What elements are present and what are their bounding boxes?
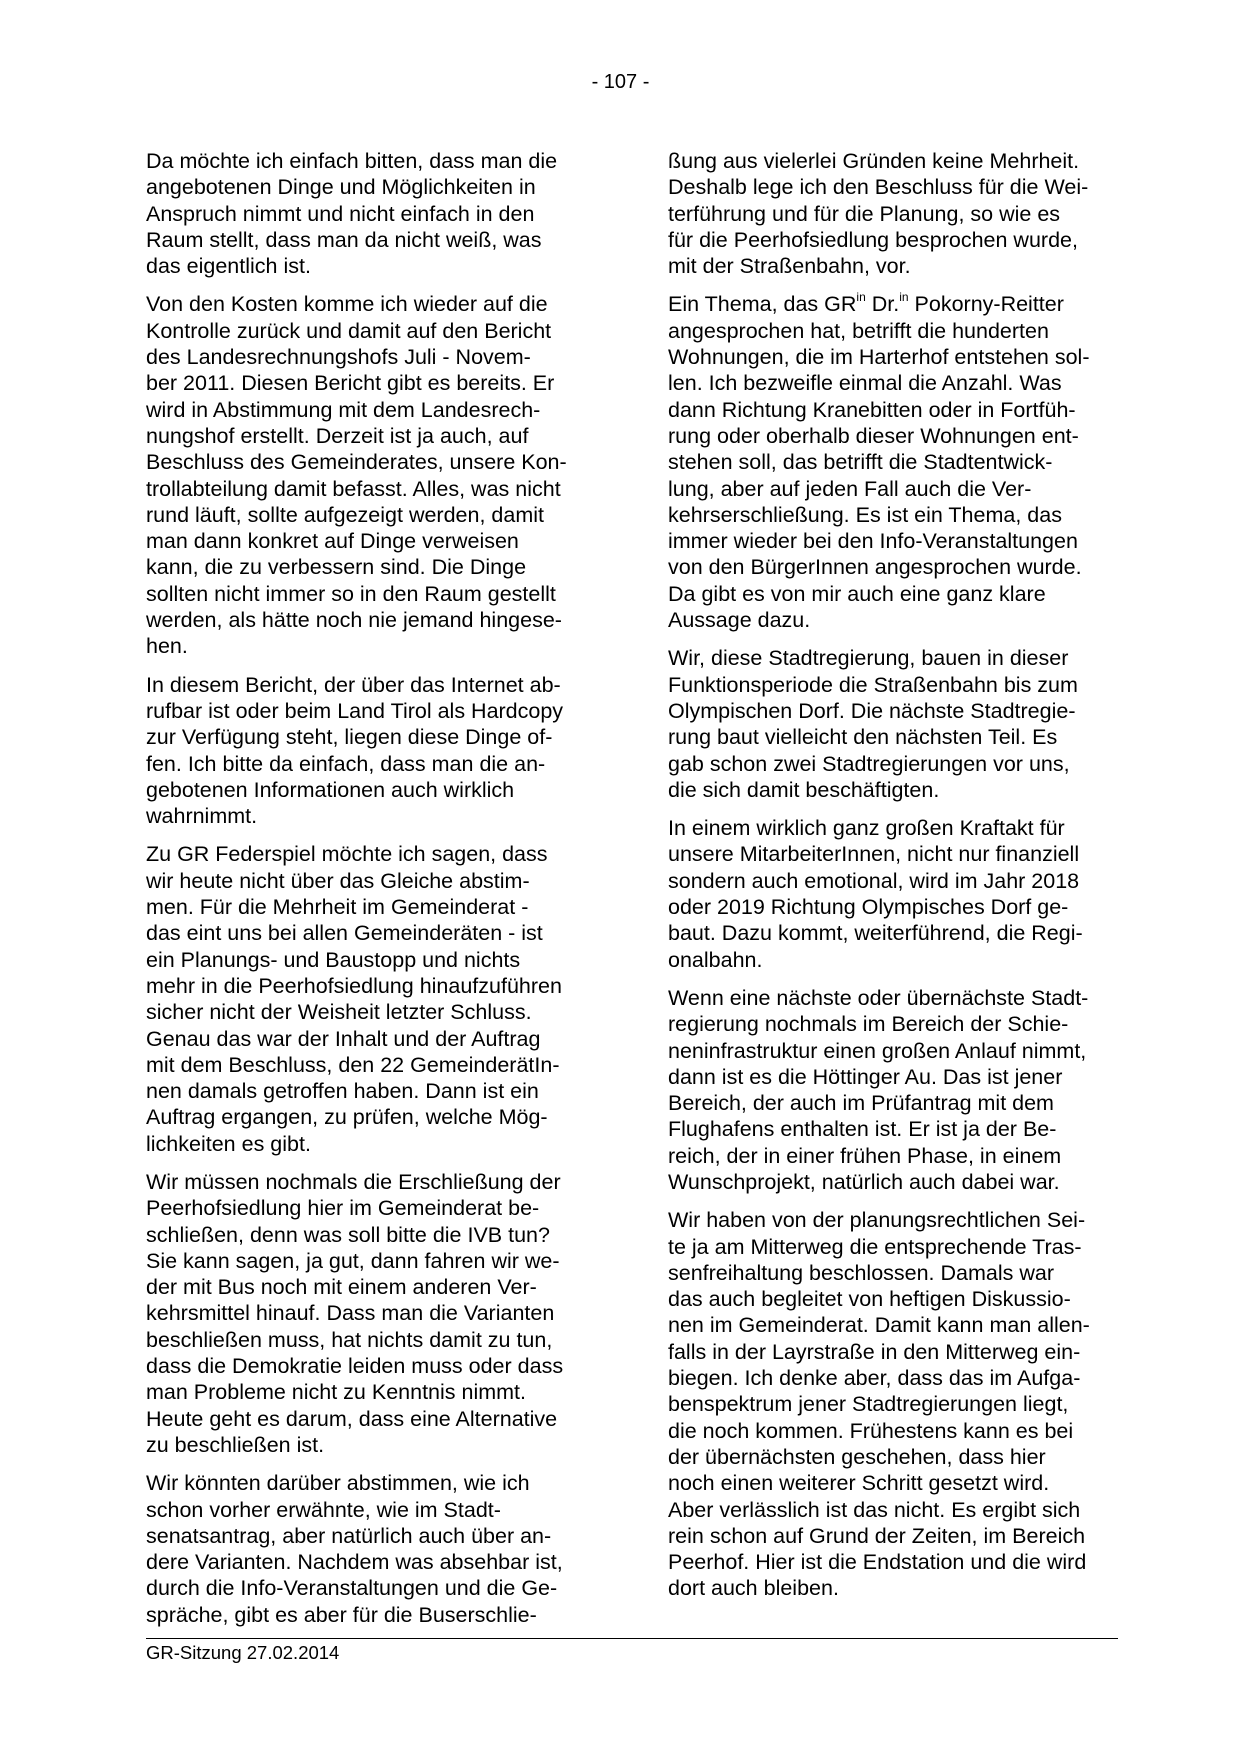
text-line: wir heute nicht über das Gleiche abstim- xyxy=(146,868,530,893)
text-line: man dann konkret auf Dinge verweisen xyxy=(146,529,519,554)
text-line: Aber verlässlich ist das nicht. Es ergibt sich xyxy=(668,1497,1081,1522)
text-line: schon vorher erwähnte, wie im Stadt- xyxy=(146,1497,501,1522)
text-line: Wir müssen nochmals die Erschließung der xyxy=(146,1169,561,1194)
paragraph xyxy=(668,1207,1118,1601)
text-line: schließen, denn was soll bitte die IVB tun? xyxy=(146,1222,550,1247)
text-line: kehrserschließung. Es ist ein Thema, das xyxy=(668,502,1062,527)
text-line: Raum stellt, dass man da nicht weiß, was xyxy=(146,227,542,252)
text-line: Da gibt es von mir auch eine ganz klare xyxy=(668,581,1046,606)
text-line: neninfrastruktur einen großen Anlauf nimmt, xyxy=(668,1038,1087,1063)
paragraph xyxy=(146,148,596,279)
text-line: kann, die zu verbessern sind. Die Dinge xyxy=(146,555,527,580)
text-line: te ja am Mitterweg die entsprechende Tras- xyxy=(668,1234,1082,1259)
text-line: kehrsmittel hinauf. Dass man die Varianten xyxy=(146,1301,555,1326)
paragraph xyxy=(668,645,1118,803)
text-line: reich, der in einer frühen Phase, in einem xyxy=(668,1143,1062,1168)
text-line: Funktionsperiode die Straßenbahn bis zum xyxy=(668,672,1078,697)
text-line: senfreihaltung beschlossen. Damals war xyxy=(668,1260,1055,1285)
text-line: der übernächsten geschehen, dass hier xyxy=(668,1444,1046,1469)
text-line: nen im Gemeinderat. Damit kann man allen- xyxy=(668,1313,1090,1338)
text-line: dere Varianten. Nachdem was absehbar ist, xyxy=(146,1550,563,1575)
text-line: lichkeiten es gibt. xyxy=(146,1131,311,1156)
text-line xyxy=(668,291,1118,317)
left-column xyxy=(146,148,596,1640)
paragraph xyxy=(146,672,596,830)
text-line: Sie kann sagen, ja gut, dann fahren wir we- xyxy=(146,1248,560,1273)
text-line: Da möchte ich einfach bitten, dass man die xyxy=(146,149,558,173)
text-line: spräche, gibt es aber für die Buserschlie- xyxy=(146,1602,537,1627)
text-line: durch die Info-Veranstaltungen und die Ge- xyxy=(146,1576,558,1601)
text-line: rufbar ist oder beim Land Tirol als Hardcopy xyxy=(146,698,564,723)
text-line: das eint uns bei allen Gemeinderäten - ist xyxy=(146,921,543,946)
text-line: mit der Straßenbahn, vor. xyxy=(668,254,911,279)
text-line: onalbahn. xyxy=(668,947,763,972)
text-line: werden, als hätte noch nie jemand hingese- xyxy=(146,608,562,633)
text-line: In einem wirklich ganz großen Kraftakt für xyxy=(668,816,1065,841)
text-line: gab schon zwei Stadtregierungen vor uns, xyxy=(668,751,1070,776)
text-line: nen damals getroffen haben. Dann ist ein xyxy=(146,1079,539,1104)
text-line: man Probleme nicht zu Kenntnis nimmt. xyxy=(146,1380,526,1405)
superscript-text: in xyxy=(856,290,866,305)
text-line: beschließen muss, hat nichts damit zu tun, xyxy=(146,1327,553,1352)
text-line: men. Für die Mehrheit im Gemeinderat - xyxy=(146,895,529,920)
page-number: - 107 - xyxy=(591,71,650,93)
text-line: das auch begleitet von heftigen Diskussio- xyxy=(668,1287,1071,1312)
text-line: Wir könnten darüber abstimmen, wie ich xyxy=(146,1471,530,1496)
footer-session-date: GR-Sitzung 27.02.2014 xyxy=(146,1642,340,1663)
text-line: fen. Ich bitte da einfach, dass man die an- xyxy=(146,751,546,776)
paragraph xyxy=(668,291,1118,633)
text-line: oder 2019 Richtung Olympisches Dorf ge- xyxy=(668,895,1069,920)
right-column xyxy=(668,148,1118,1614)
text-line: Wir, diese Stadtregierung, bauen in dieser xyxy=(668,646,1069,671)
text-line: von den BürgerInnen angesprochen wurde. xyxy=(668,555,1082,580)
text-line: das eigentlich ist. xyxy=(146,254,311,279)
paragraph xyxy=(146,1169,596,1458)
text-line: trollabteilung damit befasst. Alles, was nicht xyxy=(146,476,561,501)
text-line: Flughafens enthalten ist. Er ist ja der Be- xyxy=(668,1117,1057,1142)
text-line: dort auch bleiben. xyxy=(668,1576,839,1601)
text-line: Wohnungen, die im Harterhof entstehen sol- xyxy=(668,345,1090,370)
text-line: falls in der Layrstraße in den Mitterweg ein- xyxy=(668,1339,1081,1364)
text-line: rung oder oberhalb dieser Wohnungen ent- xyxy=(668,423,1079,448)
text-line: mit dem Beschluss, den 22 GemeinderätIn- xyxy=(146,1052,560,1077)
text-line: Genau das war der Inhalt und der Auftrag xyxy=(146,1026,541,1051)
text-line: biegen. Ich denke aber, dass das im Aufga- xyxy=(668,1366,1081,1391)
text-line: benspektrum jener Stadtregierungen liegt, xyxy=(668,1392,1069,1417)
footer-divider xyxy=(146,1638,1118,1639)
text-line: Zu GR Federspiel möchte ich sagen, dass xyxy=(146,842,548,867)
text-fragment: Pokorny-Reitter xyxy=(908,292,1064,317)
text-line: noch einen weiterer Schritt gesetzt wird. xyxy=(668,1471,1050,1496)
text-line: sicher nicht der Weisheit letzter Schluss. xyxy=(146,1000,532,1025)
text-line: Deshalb lege ich den Beschluss für die Wei- xyxy=(668,175,1089,200)
text-line: In diesem Bericht, der über das Internet ab- xyxy=(146,672,561,697)
text-line: baut. Dazu kommt, weiterführend, die Regi- xyxy=(668,921,1083,946)
paragraph xyxy=(668,148,1118,279)
text-line: für die Peerhofsiedlung besprochen wurde, xyxy=(668,227,1078,252)
text-line: Beschluss des Gemeinderates, unsere Kon- xyxy=(146,450,567,475)
text-line: der mit Bus noch mit einem anderen Ver- xyxy=(146,1275,537,1300)
text-line: ein Planungs- und Baustopp und nichts xyxy=(146,947,521,972)
text-line: zu beschließen ist. xyxy=(146,1432,325,1457)
text-line: wird in Abstimmung mit dem Landesrech- xyxy=(146,397,541,422)
text-line: Olympischen Dorf. Die nächste Stadtregie- xyxy=(668,698,1076,723)
text-line: sollten nicht immer so in den Raum gestellt xyxy=(146,581,556,606)
text-line: lung, aber auf jeden Fall auch die Ver- xyxy=(668,476,1032,501)
text-line: wahrnimmt. xyxy=(146,804,258,829)
text-line: dass die Demokratie leiden muss oder dass xyxy=(146,1354,564,1379)
text-line: des Landesrechnungshofs Juli - Novem- xyxy=(146,345,531,370)
text-line: ßung aus vielerlei Gründen keine Mehrheit. xyxy=(668,149,1080,173)
text-line: ber 2011. Diesen Bericht gibt es bereits. Er xyxy=(146,371,555,396)
text-line: rung baut vielleicht den nächsten Teil. Es xyxy=(668,725,1058,750)
text-fragment: Ein Thema, das GR xyxy=(668,292,857,317)
text-line: Bereich, der auch im Prüfantrag mit dem xyxy=(668,1091,1054,1116)
text-line: angebotenen Dinge und Möglichkeiten in xyxy=(146,175,536,200)
text-line: Kontrolle zurück und damit auf den Bericht xyxy=(146,318,552,343)
text-line: nungshof erstellt. Derzeit ist ja auch, auf xyxy=(146,423,529,448)
text-line: zur Verfügung steht, liegen diese Dinge of- xyxy=(146,725,553,750)
text-line: dann Richtung Kranebitten oder in Fortfüh- xyxy=(668,397,1076,422)
text-line: Aussage dazu. xyxy=(668,608,811,633)
paragraph xyxy=(668,815,1118,973)
paragraph xyxy=(668,985,1118,1195)
text-line: Wir haben von der planungsrechtlichen Sei- xyxy=(668,1208,1086,1233)
text-line: die sich damit beschäftigten. xyxy=(668,777,940,802)
text-line: rund läuft, sollte aufgezeigt werden, damit xyxy=(146,502,544,527)
paragraph xyxy=(146,841,596,1157)
text-line: dann ist es die Höttinger Au. Das ist jener xyxy=(668,1064,1063,1089)
text-line: mehr in die Peerhofsiedlung hinaufzuführen xyxy=(146,973,562,998)
text-line: Peerhof. Hier ist die Endstation und die wird xyxy=(668,1550,1087,1575)
text-line: immer wieder bei den Info-Veranstaltungen xyxy=(668,529,1078,554)
text-line: hen. xyxy=(146,634,188,659)
text-fragment: Dr. xyxy=(865,292,900,317)
text-line: Auftrag ergangen, zu prüfen, welche Mög- xyxy=(146,1105,548,1130)
paragraph xyxy=(146,291,596,659)
paragraph xyxy=(146,1470,596,1628)
text-line: gebotenen Informationen auch wirklich xyxy=(146,777,515,802)
text-line: Wenn eine nächste oder übernächste Stadt- xyxy=(668,985,1089,1010)
text-line: unsere MitarbeiterInnen, nicht nur finanziell xyxy=(668,842,1080,867)
text-line: stehen soll, das betrifft die Stadtentwick- xyxy=(668,450,1053,475)
text-line: Peerhofsiedlung hier im Gemeinderat be- xyxy=(146,1196,540,1221)
text-line: rein schon auf Grund der Zeiten, im Bereich xyxy=(668,1523,1086,1548)
text-line: Anspruch nimmt und nicht einfach in den xyxy=(146,201,535,226)
text-line: Heute geht es darum, dass eine Alternative xyxy=(146,1406,558,1431)
text-line: Von den Kosten komme ich wieder auf die xyxy=(146,292,548,317)
text-line: senatsantrag, aber natürlich auch über an- xyxy=(146,1523,552,1548)
text-line: angesprochen hat, betrifft die hunderten xyxy=(668,318,1049,343)
text-line: regierung nochmals im Bereich der Schie- xyxy=(668,1012,1069,1037)
text-line: len. Ich bezweifle einmal die Anzahl. Was xyxy=(668,371,1062,396)
text-line: die noch kommen. Frühestens kann es bei xyxy=(668,1418,1074,1443)
text-line: terführung und für die Planung, so wie es xyxy=(668,201,1061,226)
text-line: Wunschprojekt, natürlich auch dabei war. xyxy=(668,1169,1060,1194)
superscript-text: in xyxy=(899,290,909,305)
text-line: sondern auch emotional, wird im Jahr 2018 xyxy=(668,868,1080,893)
